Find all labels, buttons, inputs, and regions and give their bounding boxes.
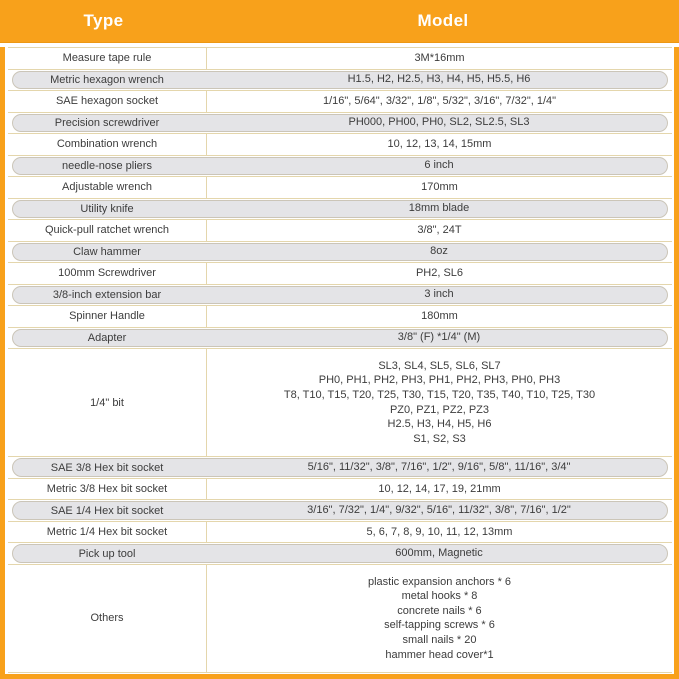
model-value-line: 3M*16mm xyxy=(414,51,465,64)
model-value-line: 5, 6, 7, 8, 9, 10, 11, 12, 13mm xyxy=(366,525,513,538)
model-cell xyxy=(206,306,672,327)
model-value-line: 1/16", 5/64", 3/32", 1/8", 5/32", 3/16", 7/32", 1/4" xyxy=(322,94,557,107)
model-value-line: plastic expansion anchors * 6 xyxy=(367,575,512,588)
model-value-line: H1.5, H2, H2.5, H3, H4, H5, H5.5, H6 xyxy=(347,73,531,86)
model-cell xyxy=(206,457,672,478)
type-cell: Utility knife xyxy=(80,202,134,215)
table-header xyxy=(0,0,679,43)
model-value-line: 600mm, Magnetic xyxy=(395,547,483,560)
type-cell: Pick up tool xyxy=(78,547,136,560)
type-cell: SAE 1/4 Hex bit socket xyxy=(50,504,164,517)
model-cell xyxy=(206,70,672,91)
type-cell: Metric 3/8 Hex bit socket xyxy=(46,483,168,495)
model-cell xyxy=(206,522,672,543)
type-cell: Claw hammer xyxy=(73,245,141,258)
type-cell: 3/8-inch extension bar xyxy=(52,288,162,301)
table-row xyxy=(8,69,672,91)
table-row xyxy=(8,176,672,198)
table-row xyxy=(8,284,672,306)
type-cell: Precision screwdriver xyxy=(54,116,160,129)
type-cell: Adjustable wrench xyxy=(62,181,152,194)
model-cell xyxy=(206,263,672,284)
model-value-line: concrete nails * 6 xyxy=(397,604,482,617)
type-cell: Spinner Handle xyxy=(69,310,145,323)
table-body xyxy=(8,47,672,673)
model-cell xyxy=(206,479,672,500)
model-cell xyxy=(206,565,672,672)
table-row xyxy=(8,198,672,220)
table-row xyxy=(8,327,672,349)
model-cell xyxy=(206,543,672,564)
model-cell xyxy=(206,199,672,220)
model-cell xyxy=(206,113,672,134)
model-cell xyxy=(206,220,672,241)
model-value-line: 8oz xyxy=(430,245,448,258)
model-value-line: 3/8", 24T xyxy=(417,223,462,236)
table-row xyxy=(8,521,672,543)
table-row xyxy=(8,348,672,456)
model-cell xyxy=(206,48,672,69)
model-cell xyxy=(206,91,672,112)
model-value-line: T8, T10, T15, T20, T25, T30, T15, T20, T35, T40, T10, T25, T30 xyxy=(283,389,596,402)
table-row xyxy=(8,456,672,478)
model-value-line: 10, 12, 13, 14, 15mm xyxy=(387,137,492,150)
model-value-line: small nails * 20 xyxy=(402,633,477,646)
type-cell: Quick-pull ratchet wrench xyxy=(44,224,170,237)
frame-left-border xyxy=(0,47,5,679)
model-value-line: 10, 12, 14, 17, 19, 21mm xyxy=(378,482,501,495)
type-cell: 1/4" bit xyxy=(90,396,124,409)
type-cell: Metric hexagon wrench xyxy=(50,73,164,86)
model-value-line: 3/16", 7/32", 1/4", 9/32", 5/16", 11/32", 3/8", 7/16", 1/2" xyxy=(307,504,571,517)
model-cell xyxy=(206,134,672,155)
model-value-line: PZ0, PZ1, PZ2, PZ3 xyxy=(389,403,490,416)
table-row xyxy=(8,564,672,672)
type-cell: Measure tape rule xyxy=(62,52,152,65)
type-cell: Combination wrench xyxy=(56,138,158,151)
model-cell xyxy=(206,285,672,306)
model-value-line: 3 inch xyxy=(424,288,454,301)
model-value-line: 3/8" (F) *1/4" (M) xyxy=(397,331,481,344)
model-value-line: 18mm blade xyxy=(408,202,470,215)
type-cell: Adapter xyxy=(87,331,127,344)
type-cell: needle-nose pliers xyxy=(62,159,152,172)
table-row xyxy=(8,112,672,134)
table-row xyxy=(8,499,672,521)
model-value-line: 6 inch xyxy=(424,159,454,172)
table-row xyxy=(8,262,672,284)
model-value-line: 5/16", 11/32", 3/8", 7/16", 1/2", 9/16", 5/8", 11/16", 3/4" xyxy=(307,461,571,474)
type-cell: 100mm Screwdriver xyxy=(58,267,156,280)
table-row xyxy=(8,241,672,263)
table-row xyxy=(8,133,672,155)
model-cell xyxy=(206,242,672,263)
model-value-line: 170mm xyxy=(421,180,458,193)
table-row xyxy=(8,90,672,112)
model-value-line: self-tapping screws * 6 xyxy=(384,619,495,632)
model-cell xyxy=(206,349,672,456)
table-row xyxy=(8,478,672,500)
model-value-line: PH0, PH1, PH2, PH3, PH1, PH2, PH3, PH0, PH3 xyxy=(318,374,561,387)
model-cell xyxy=(206,156,672,177)
column-header-model: Model xyxy=(417,11,469,30)
table-row xyxy=(8,219,672,241)
model-cell xyxy=(206,177,672,198)
model-cell xyxy=(206,500,672,521)
column-header-type: Type xyxy=(83,11,124,30)
table-row xyxy=(8,47,672,69)
model-value-line: 180mm xyxy=(421,309,458,322)
type-cell: SAE hexagon socket xyxy=(55,95,159,108)
frame-bottom-border xyxy=(0,674,679,679)
table-row xyxy=(8,542,672,564)
model-value-line: PH000, PH00, PH0, SL2, SL2.5, SL3 xyxy=(348,116,530,129)
type-cell: Others xyxy=(90,612,124,625)
frame-right-border xyxy=(674,47,679,679)
model-value-line: hammer head cover*1 xyxy=(385,648,494,661)
table-row xyxy=(8,305,672,327)
model-value-line: S1, S2, S3 xyxy=(413,432,466,445)
model-value-line: H2.5, H3, H4, H5, H6 xyxy=(387,418,492,431)
table-row xyxy=(8,155,672,177)
model-cell xyxy=(206,328,672,349)
model-value-line: metal hooks * 8 xyxy=(401,590,478,603)
model-value-line: PH2, SL6 xyxy=(415,266,464,279)
type-cell: Metric 1/4 Hex bit socket xyxy=(46,526,168,538)
type-cell: SAE 3/8 Hex bit socket xyxy=(50,461,164,474)
model-value-line: SL3, SL4, SL5, SL6, SL7 xyxy=(378,359,501,372)
